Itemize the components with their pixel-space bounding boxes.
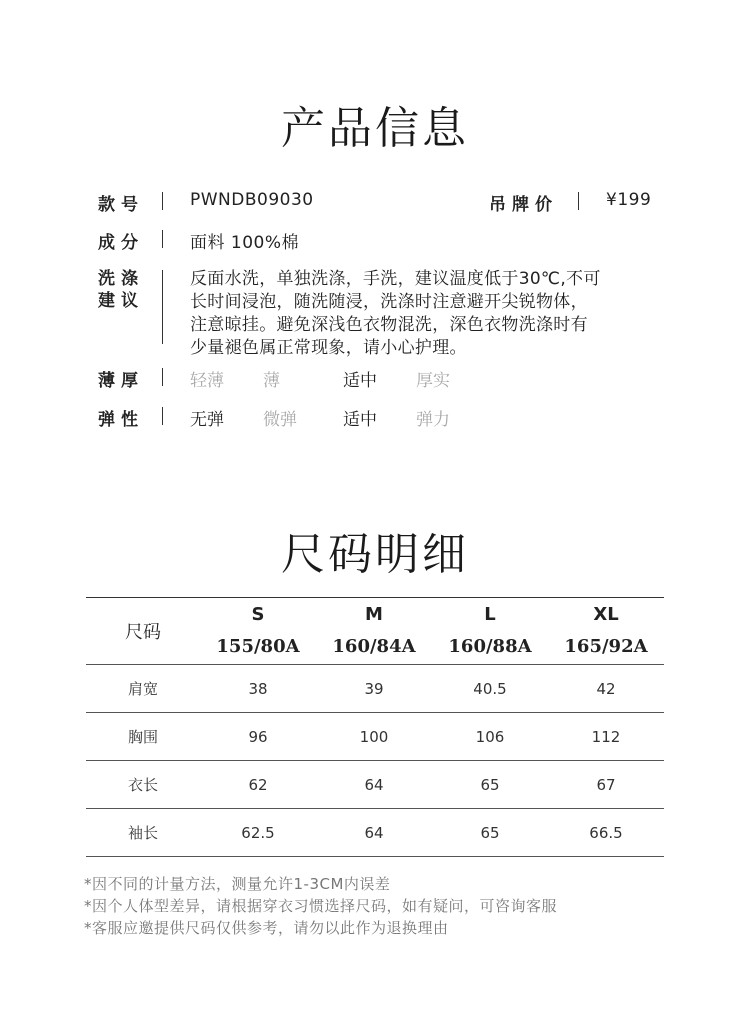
table-cell: 106 — [475, 727, 505, 746]
table-row — [86, 761, 664, 809]
tag-price-label: 吊牌价 — [489, 195, 558, 215]
size-title: 尺码明细 — [281, 529, 469, 580]
size-name: XL — [593, 604, 619, 625]
size-spec: 155/80A — [216, 636, 300, 657]
care-text — [190, 268, 660, 360]
size-table — [86, 597, 664, 857]
table-cell: 40.5 — [473, 679, 507, 698]
care-line: 少量褪色属正常现象，请小心护理。 — [190, 338, 467, 358]
size-spec: 160/88A — [448, 636, 532, 657]
table-cell: 67 — [596, 775, 616, 794]
elasticity-label: 弹性 — [98, 410, 144, 430]
size-name: L — [484, 604, 496, 625]
table-cell: 42 — [596, 679, 616, 698]
care-label-line: 洗涤 — [98, 269, 144, 289]
size-name: M — [365, 604, 383, 625]
table-cell: 64 — [364, 823, 384, 842]
composition-label: 成分 — [98, 233, 144, 253]
size-name: S — [251, 604, 265, 625]
table-cell: 66.5 — [589, 823, 623, 842]
elasticity-option: 微弹 — [263, 410, 297, 430]
thickness-option: 轻薄 — [190, 371, 224, 391]
composition-row — [98, 228, 658, 252]
thickness-option: 厚实 — [416, 371, 450, 391]
care-line: 反面水洗，单独洗涤，手洗，建议温度低于30℃,不可 — [190, 269, 601, 289]
divider — [162, 270, 163, 344]
care-row — [98, 268, 658, 364]
divider — [162, 407, 163, 425]
composition-value: 面料 100%棉 — [190, 233, 300, 253]
tag-price-value: ¥199 — [606, 190, 652, 210]
table-cell: 112 — [591, 727, 621, 746]
divider — [578, 192, 579, 210]
elasticity-option: 弹力 — [416, 410, 450, 430]
row-label: 衣长 — [127, 776, 158, 794]
product-info-title: 产品信息 — [281, 103, 469, 154]
table-cell: 64 — [364, 775, 384, 794]
size-header-row — [86, 598, 664, 665]
table-cell: 62 — [248, 775, 268, 794]
care-label-line: 建议 — [98, 291, 144, 311]
elasticity-row — [98, 405, 658, 429]
row-label: 肩宽 — [127, 680, 158, 698]
note-line: *因个人体型差异，请根据穿衣习惯选择尺码，如有疑问，可咨询客服 — [84, 897, 558, 915]
table-cell: 62.5 — [241, 823, 275, 842]
table-cell: 100 — [359, 727, 389, 746]
thickness-row — [98, 366, 658, 390]
size-column-m — [316, 598, 432, 665]
size-header-label: 尺码 — [125, 622, 161, 643]
table-cell: 65 — [480, 775, 500, 794]
size-spec: 160/84A — [332, 636, 416, 657]
care-line: 注意晾挂。避免深浅色衣物混洗，深色衣物洗涤时有 — [190, 315, 588, 335]
divider — [162, 192, 163, 210]
note-line: *客服应邀提供尺码仅供参考，请勿以此作为退换理由 — [84, 919, 449, 937]
divider — [162, 230, 163, 248]
care-label — [98, 268, 144, 312]
divider — [162, 368, 163, 386]
thickness-option-selected: 适中 — [343, 371, 377, 391]
note-line: *因不同的计量方法，测量允许1-3CM内误差 — [84, 875, 391, 893]
row-label: 袖长 — [127, 824, 158, 842]
table-row — [86, 809, 664, 857]
size-column-s — [200, 598, 316, 665]
table-row — [86, 713, 664, 761]
table-cell: 39 — [364, 679, 384, 698]
table-cell: 65 — [480, 823, 500, 842]
care-line: 长时间浸泡，随洗随浸，洗涤时注意避开尖锐物体， — [190, 292, 588, 312]
table-row — [86, 665, 664, 713]
elasticity-option-selected: 无弹 — [190, 410, 224, 430]
thickness-label: 薄厚 — [98, 371, 144, 391]
size-column-xl — [548, 598, 664, 665]
row-label: 胸围 — [127, 728, 158, 746]
size-notes — [84, 873, 557, 939]
size-spec: 165/92A — [564, 636, 648, 657]
table-cell: 38 — [248, 679, 268, 698]
style-no-label: 款号 — [98, 195, 144, 215]
table-cell: 96 — [248, 727, 268, 746]
size-column-l — [432, 598, 548, 665]
style-no-row — [98, 190, 658, 214]
elasticity-option-selected: 适中 — [343, 410, 377, 430]
style-no-value: PWNDB09030 — [190, 190, 314, 210]
thickness-option: 薄 — [263, 371, 280, 391]
